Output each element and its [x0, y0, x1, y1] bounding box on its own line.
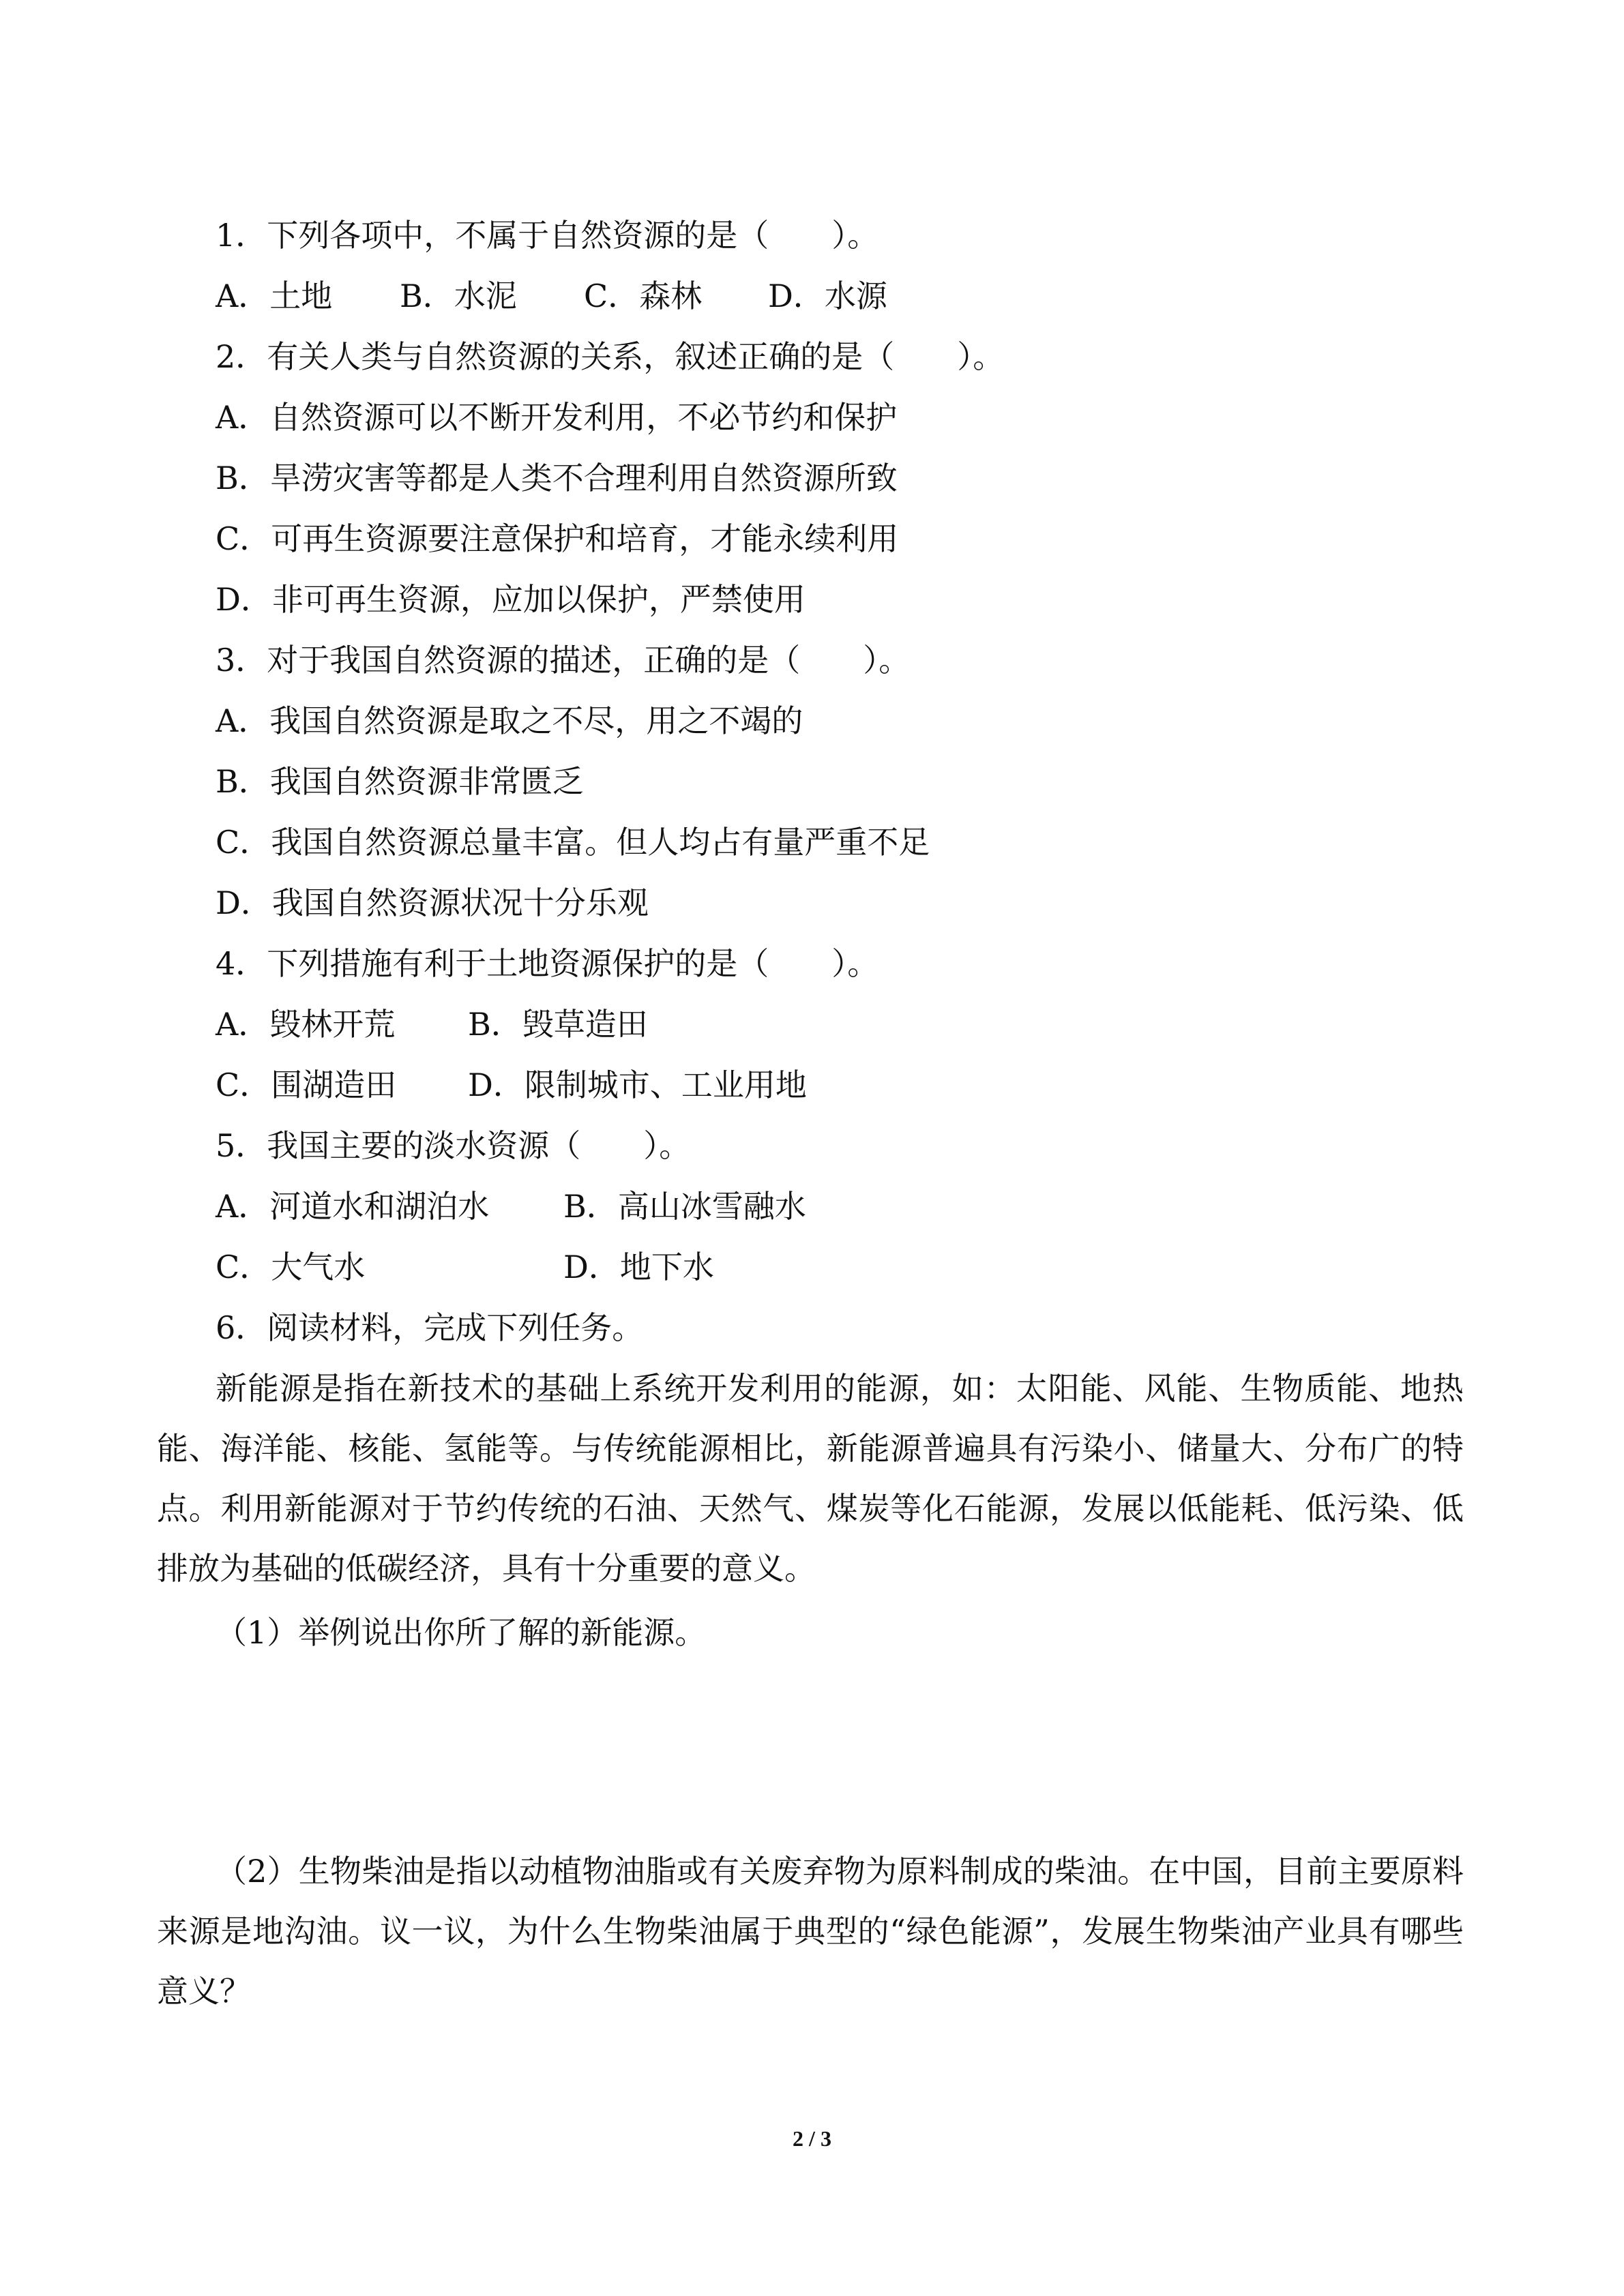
page-number: 2 / 3	[793, 2126, 831, 2151]
option: B．旱涝灾害等都是人类不合理利用自然资源所致	[216, 460, 898, 496]
question-6-stem: 6．阅读材料，完成下列任务。	[216, 1309, 644, 1346]
option: D．限制城市、工业用地	[468, 1067, 807, 1103]
question-3-stem: 3．对于我国自然资源的描述，正确的是（ ）。	[216, 642, 911, 679]
question-5-options-row-2	[216, 1247, 714, 1287]
question-4-options-row-2	[216, 1064, 807, 1105]
question-5-options-row-1	[216, 1186, 806, 1227]
option: B．高山冰雪融水	[563, 1188, 806, 1225]
option: C．围湖造田	[216, 1067, 397, 1103]
task-1: （1）举例说出你所了解的新能源。	[216, 1614, 707, 1651]
option: B．水泥	[400, 278, 517, 314]
question-5-stem: 5．我国主要的淡水资源（ ）。	[216, 1127, 691, 1164]
question-1-stem: 1．下列各项中，不属于自然资源的是（ ）。	[216, 217, 879, 254]
option: A．毁林开荒	[216, 1006, 396, 1043]
question-4-stem: 4．下列措施有利于土地资源保护的是（ ）。	[216, 945, 879, 982]
option: A．自然资源可以不断开发利用，不必节约和保护	[216, 399, 898, 436]
question-4-options-row-1	[216, 1004, 648, 1045]
option: A．我国自然资源是取之不尽，用之不竭的	[216, 702, 803, 739]
option: C．我国自然资源总量丰富。但人均占有量严重不足	[216, 824, 930, 861]
option: A．河道水和湖泊水	[216, 1188, 490, 1225]
question-1-options	[216, 275, 887, 316]
option: C．可再生资源要注意保护和培育，才能永续利用	[216, 520, 899, 557]
option: C．大气水	[216, 1249, 366, 1285]
option: B．毁草造田	[468, 1006, 648, 1043]
option: D．非可再生资源，应加以保护，严禁使用	[216, 581, 806, 618]
option: D．我国自然资源状况十分乐观	[216, 884, 649, 921]
question-2-stem: 2．有关人类与自然资源的关系，叙述正确的是（ ）。	[216, 338, 1005, 375]
option: C．森林	[584, 278, 703, 314]
reading-material: 新能源是指在新技术的基础上系统开发利用的能源，如：太阳能、风能、生物质能、地热能、海洋能、核能、氢能等。与传统能源相比，新能源普遍具有污染小、储量大、分布广的特点。利用新能源对于节约传统的石油、天然气、煤炭等化石能源，发展以低能耗、低污染、低排放为基础的低碳经济，具有十分重要的意义。	[157, 1370, 1464, 1587]
option: A．土地	[216, 278, 333, 314]
option: B．我国自然资源非常匮乏	[216, 763, 584, 800]
option: D．水源	[768, 278, 887, 314]
task-2: （2）生物柴油是指以动植物油脂或有关废弃物为原料制成的柴油。在中国，目前主要原料来源是地沟油。议一议，为什么生物柴油属于典型的“绿色能源”，发展生物柴油产业具有哪些意义？	[157, 1853, 1464, 2010]
option: D．地下水	[563, 1249, 714, 1285]
